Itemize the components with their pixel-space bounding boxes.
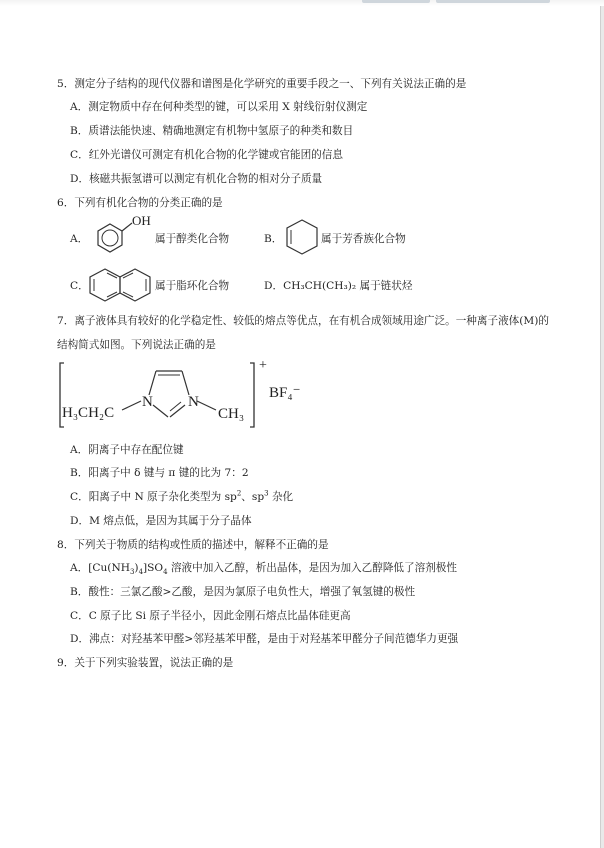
- ionic-liquid-structure: [56, 355, 316, 435]
- question-6-option-b-text: 属于芳香族化合物: [321, 233, 406, 245]
- question-5-option-d: D．核磁共振氢谱可以测定有机化合物的相对分子质量: [70, 173, 323, 185]
- toolbar-tab[interactable]: [362, 0, 430, 3]
- methyl-group-label: CH₃: [218, 406, 245, 422]
- question-6-stem: 6．下列有机化合物的分类正确的是: [57, 197, 223, 209]
- question-5-option-c: C．红外光谱仪可测定有机化合物的化学键或官能团的信息: [70, 149, 343, 161]
- cyclohexene-structure: [282, 215, 322, 261]
- ethyl-group-label: H₃CH₂C: [62, 405, 115, 421]
- question-5-option-a: A．测定物质中存在何种类型的键，可以采用 X 射线衍射仪测定: [70, 101, 368, 113]
- question-6-option-b-letter: B．: [264, 233, 283, 245]
- toolbar-tab[interactable]: [436, 0, 550, 3]
- hydroxyl-label: OH: [132, 213, 151, 228]
- anion-label: BF₄⁻: [269, 385, 301, 401]
- question-8-option-b: B．酸性：三氯乙酸>乙酸，是因为氯原子电负性大，增强了氧氢键的极性: [70, 586, 416, 598]
- question-6-option-a-letter: A．: [70, 233, 89, 245]
- question-7-stem-line2: 结构简式如图。下列说法正确的是: [57, 339, 216, 351]
- question-7-option-a: A．阴离子中存在配位键: [70, 444, 184, 456]
- nitrogen-right-label: N: [188, 394, 199, 410]
- phenol-structure: [88, 212, 154, 262]
- question-6-option-c-letter: C．: [70, 280, 89, 292]
- question-7-option-c: C．阳离子中 N 原子杂化类型为 $sp^2$、$sp^3$ 杂化: [70, 489, 294, 503]
- question-6-option-c-text: 属于脂环化合物: [155, 280, 230, 292]
- question-5-option-b: B．质谱法能快速、精确地测定有机物中氢原子的种类和数目: [70, 125, 354, 137]
- question-8-option-c: C．C 原子比 Si 原子半径小，因此金刚石熔点比晶体硅更高: [70, 610, 351, 622]
- question-7-option-d: D．M 熔点低，是因为其属于分子晶体: [70, 515, 252, 527]
- question-5-stem: 5．测定分子结构的现代仪器和谱图是化学研究的重要手段之一、下列有关说法正确的是: [57, 78, 467, 90]
- cation-charge-label: +: [259, 358, 267, 373]
- question-7-option-b: B．阳离子中 δ 键与 π 键的比为 7：2: [70, 467, 249, 479]
- question-6-option-a-text: 属于醇类化合物: [155, 233, 230, 245]
- question-8-option-a: A．$[Cu(NH_3)_4]SO_4$ 溶液中加入乙醇，析出晶体，是因为加入乙醇降低了溶剂极性: [70, 562, 457, 577]
- question-9-stem: 9．关于下列实验装置，说法正确的是: [57, 657, 234, 669]
- question-7-stem-line1: 7．离子液体具有较好的化学稳定性、较低的熔点等优点，在有机合成领域用途广泛。一种离子液体(M)的: [57, 315, 549, 327]
- question-8-option-d: D．沸点：对羟基苯甲醛>邻羟基苯甲醛，是由于对羟基苯甲醛分子间范德华力更强: [70, 633, 459, 645]
- question-6-option-d: D．CH₃CH(CH₃)₂ 属于链状烃: [264, 280, 413, 292]
- nitrogen-left-label: N: [142, 394, 153, 410]
- naphthalene-structure: [88, 265, 156, 305]
- question-8-stem: 8．下列关于物质的结构或性质的描述中，解释不正确的是: [57, 539, 329, 551]
